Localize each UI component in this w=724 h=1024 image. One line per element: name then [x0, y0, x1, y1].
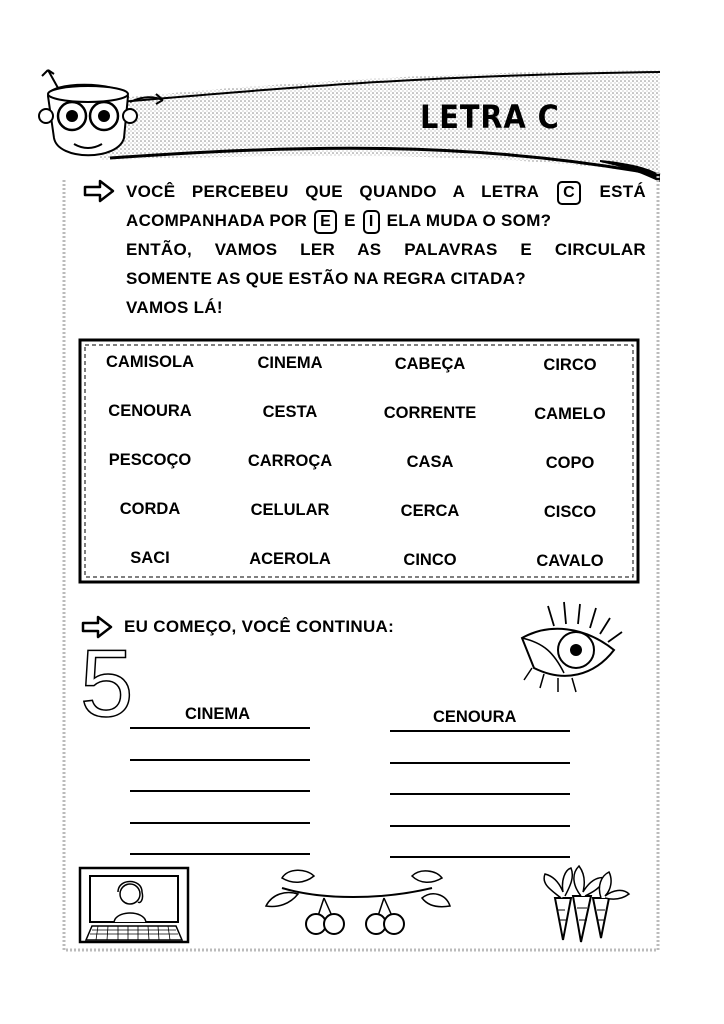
- mascot-face-icon: [38, 66, 168, 166]
- carrots-icon: [535, 862, 635, 944]
- instruction-line-3: ENTÃO, VAMOS LER AS PALAVRAS E CIRCULAR: [126, 240, 646, 259]
- instruction-line-5: VAMOS LÁ!: [126, 298, 223, 317]
- word-carroca[interactable]: CARROÇA: [247, 452, 333, 470]
- column-title-cinema: CINEMA: [185, 705, 251, 723]
- answer-line[interactable]: [130, 759, 310, 761]
- letter-i-box: I: [363, 210, 380, 234]
- word-pescoco[interactable]: PESCOÇO: [108, 451, 192, 469]
- word-cerca[interactable]: CERCA: [400, 502, 460, 520]
- word-grid: [88, 345, 636, 580]
- instruction-text: [126, 177, 646, 322]
- word-saci[interactable]: SACI: [130, 549, 170, 567]
- computer-icon: [78, 866, 190, 946]
- word-cisco[interactable]: CISCO: [543, 503, 597, 521]
- word-cabeca[interactable]: CABEÇA: [394, 355, 466, 373]
- word-copo[interactable]: COPO: [545, 454, 595, 472]
- word-acerola[interactable]: ACEROLA: [249, 550, 331, 568]
- arrow-right-icon: [82, 178, 116, 204]
- instruction-line-2: [126, 206, 646, 235]
- instruction-line-4: SOMENTE AS QUE ESTÃO NA REGRA CITADA?: [126, 269, 526, 288]
- answer-line[interactable]: [390, 762, 570, 764]
- section-heading: EU COMEÇO, VOCÊ CONTINUA:: [124, 617, 395, 636]
- letter-e-box: E: [314, 210, 337, 234]
- answer-line[interactable]: [390, 793, 570, 795]
- word-circo[interactable]: CIRCO: [543, 356, 597, 374]
- instruction-text-part: ELA MUDA O SOM?: [386, 211, 552, 230]
- instruction-text-part: ESTÁ: [599, 182, 647, 201]
- answer-line[interactable]: [390, 730, 570, 732]
- instruction-text-part: ACOMPANHADA POR: [126, 211, 308, 230]
- answer-line[interactable]: [130, 853, 310, 855]
- word-camelo[interactable]: CAMELO: [534, 405, 606, 423]
- word-cenoura[interactable]: CENOURA: [108, 402, 192, 420]
- column-title-cenoura: CENOURA: [433, 708, 517, 726]
- cherries-icon: [262, 866, 452, 940]
- number-five-text: 5: [80, 640, 134, 722]
- answer-line[interactable]: [130, 790, 310, 792]
- word-corrente[interactable]: CORRENTE: [383, 404, 477, 422]
- instruction-line-1: [126, 177, 646, 206]
- word-cinco[interactable]: CINCO: [403, 551, 457, 569]
- letter-c-box: C: [557, 181, 581, 205]
- word-cinema[interactable]: CINEMA: [257, 354, 323, 372]
- answer-line[interactable]: [390, 825, 570, 827]
- answer-line[interactable]: [390, 856, 570, 858]
- number-five: [80, 640, 134, 722]
- page-title: LETRA C: [420, 98, 560, 136]
- word-casa[interactable]: CASA: [406, 453, 454, 471]
- arrow-right-icon: [80, 614, 114, 640]
- word-camisola[interactable]: CAMISOLA: [106, 353, 194, 371]
- instruction-text-part: VOCÊ PERCEBEU QUE QUANDO A LETRA: [126, 182, 539, 201]
- answer-line[interactable]: [130, 727, 310, 729]
- eye-icon: [514, 598, 634, 698]
- word-cesta[interactable]: CESTA: [262, 403, 318, 421]
- word-cavalo[interactable]: CAVALO: [536, 552, 604, 570]
- word-corda[interactable]: CORDA: [119, 500, 181, 518]
- word-celular[interactable]: CELULAR: [250, 501, 330, 519]
- answer-line[interactable]: [130, 822, 310, 824]
- instruction-text-part: E: [344, 211, 356, 230]
